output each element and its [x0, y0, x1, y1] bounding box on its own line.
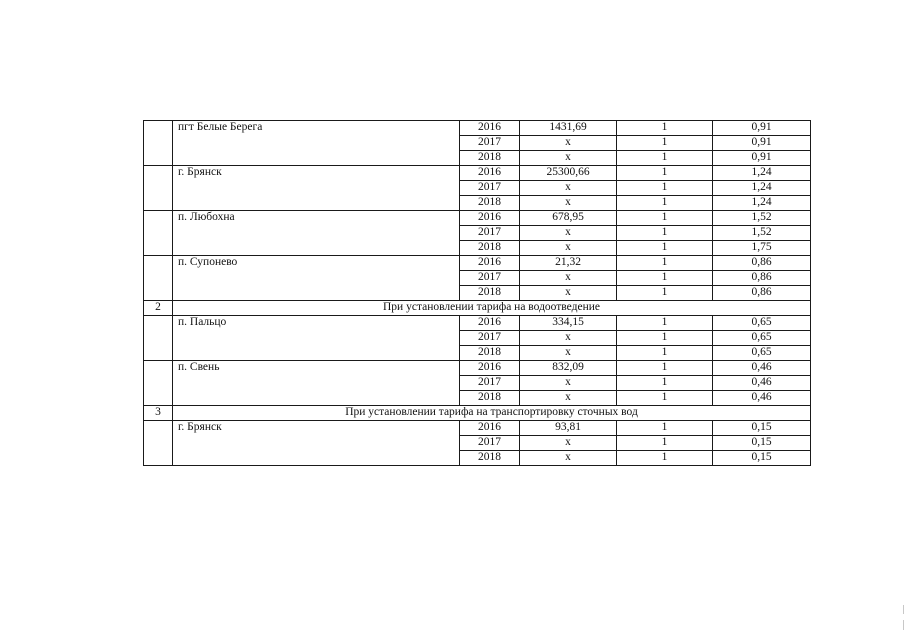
row-number-cell	[144, 256, 173, 301]
tariff-table	[143, 120, 811, 466]
coefficient-cell: 1	[617, 316, 713, 331]
scan-edge-mark	[903, 620, 904, 630]
coefficient-cell: 1	[617, 211, 713, 226]
coefficient-cell: 1	[617, 451, 713, 466]
index-cell: 0,91	[713, 136, 811, 151]
volume-cell: х	[520, 451, 617, 466]
year-cell: 2017	[460, 271, 520, 286]
volume-cell: х	[520, 226, 617, 241]
table-row	[144, 316, 811, 331]
year-cell: 2017	[460, 376, 520, 391]
volume-cell: 21,32	[520, 256, 617, 271]
place-name: п. Пальцо	[173, 316, 460, 361]
volume-cell: х	[520, 181, 617, 196]
index-cell: 0,86	[713, 256, 811, 271]
coefficient-cell: 1	[617, 286, 713, 301]
index-cell: 0,46	[713, 391, 811, 406]
place-name: г. Брянск	[173, 421, 460, 466]
index-cell: 0,86	[713, 271, 811, 286]
year-cell: 2016	[460, 256, 520, 271]
volume-cell: х	[520, 136, 617, 151]
volume-cell: 334,15	[520, 316, 617, 331]
index-cell: 0,91	[713, 151, 811, 166]
year-cell: 2016	[460, 421, 520, 436]
index-cell: 0,15	[713, 421, 811, 436]
volume-cell: х	[520, 286, 617, 301]
volume-cell: х	[520, 391, 617, 406]
row-number-cell	[144, 166, 173, 211]
year-cell: 2018	[460, 346, 520, 361]
coefficient-cell: 1	[617, 361, 713, 376]
index-cell: 0,91	[713, 121, 811, 136]
year-cell: 2018	[460, 196, 520, 211]
year-cell: 2018	[460, 241, 520, 256]
coefficient-cell: 1	[617, 376, 713, 391]
year-cell: 2016	[460, 121, 520, 136]
volume-cell: х	[520, 271, 617, 286]
year-cell: 2017	[460, 136, 520, 151]
table-row	[144, 256, 811, 271]
place-name: п. Свень	[173, 361, 460, 406]
volume-cell: 1431,69	[520, 121, 617, 136]
index-cell: 1,24	[713, 196, 811, 211]
volume-cell: х	[520, 346, 617, 361]
section-title: При установлении тарифа на транспортировку сточных вод	[173, 406, 811, 421]
year-cell: 2017	[460, 331, 520, 346]
index-cell: 0,65	[713, 316, 811, 331]
coefficient-cell: 1	[617, 181, 713, 196]
tariff-table-body	[144, 121, 811, 466]
index-cell: 1,24	[713, 166, 811, 181]
index-cell: 1,24	[713, 181, 811, 196]
year-cell: 2018	[460, 286, 520, 301]
index-cell: 1,52	[713, 211, 811, 226]
row-number-cell	[144, 211, 173, 256]
volume-cell: х	[520, 331, 617, 346]
coefficient-cell: 1	[617, 196, 713, 211]
index-cell: 1,75	[713, 241, 811, 256]
section-row	[144, 301, 811, 316]
year-cell: 2018	[460, 151, 520, 166]
scan-edge-mark	[903, 605, 904, 614]
volume-cell: х	[520, 151, 617, 166]
section-row	[144, 406, 811, 421]
section-number: 3	[144, 406, 173, 421]
row-number-cell	[144, 121, 173, 166]
table-row	[144, 166, 811, 181]
index-cell: 0,46	[713, 376, 811, 391]
volume-cell: х	[520, 241, 617, 256]
volume-cell: 678,95	[520, 211, 617, 226]
coefficient-cell: 1	[617, 391, 713, 406]
coefficient-cell: 1	[617, 436, 713, 451]
index-cell: 0,86	[713, 286, 811, 301]
volume-cell: 93,81	[520, 421, 617, 436]
year-cell: 2017	[460, 436, 520, 451]
volume-cell: 832,09	[520, 361, 617, 376]
year-cell: 2018	[460, 391, 520, 406]
index-cell: 0,46	[713, 361, 811, 376]
index-cell: 0,65	[713, 331, 811, 346]
coefficient-cell: 1	[617, 331, 713, 346]
year-cell: 2018	[460, 451, 520, 466]
index-cell: 0,15	[713, 436, 811, 451]
table-row	[144, 121, 811, 136]
coefficient-cell: 1	[617, 166, 713, 181]
index-cell: 1,52	[713, 226, 811, 241]
table-row	[144, 211, 811, 226]
volume-cell: х	[520, 376, 617, 391]
row-number-cell	[144, 316, 173, 361]
coefficient-cell: 1	[617, 136, 713, 151]
index-cell: 0,65	[713, 346, 811, 361]
section-title: При установлении тарифа на водоотведение	[173, 301, 811, 316]
coefficient-cell: 1	[617, 346, 713, 361]
table-row	[144, 361, 811, 376]
index-cell: 0,15	[713, 451, 811, 466]
volume-cell: 25300,66	[520, 166, 617, 181]
table-row	[144, 421, 811, 436]
place-name: п. Любохна	[173, 211, 460, 256]
volume-cell: х	[520, 436, 617, 451]
coefficient-cell: 1	[617, 271, 713, 286]
row-number-cell	[144, 361, 173, 406]
volume-cell: х	[520, 196, 617, 211]
coefficient-cell: 1	[617, 241, 713, 256]
coefficient-cell: 1	[617, 226, 713, 241]
year-cell: 2017	[460, 181, 520, 196]
coefficient-cell: 1	[617, 121, 713, 136]
year-cell: 2016	[460, 211, 520, 226]
year-cell: 2016	[460, 166, 520, 181]
section-number: 2	[144, 301, 173, 316]
row-number-cell	[144, 421, 173, 466]
year-cell: 2017	[460, 226, 520, 241]
coefficient-cell: 1	[617, 256, 713, 271]
year-cell: 2016	[460, 316, 520, 331]
place-name: пгт Белые Берега	[173, 121, 460, 166]
place-name: п. Супонево	[173, 256, 460, 301]
coefficient-cell: 1	[617, 421, 713, 436]
coefficient-cell: 1	[617, 151, 713, 166]
place-name: г. Брянск	[173, 166, 460, 211]
year-cell: 2016	[460, 361, 520, 376]
